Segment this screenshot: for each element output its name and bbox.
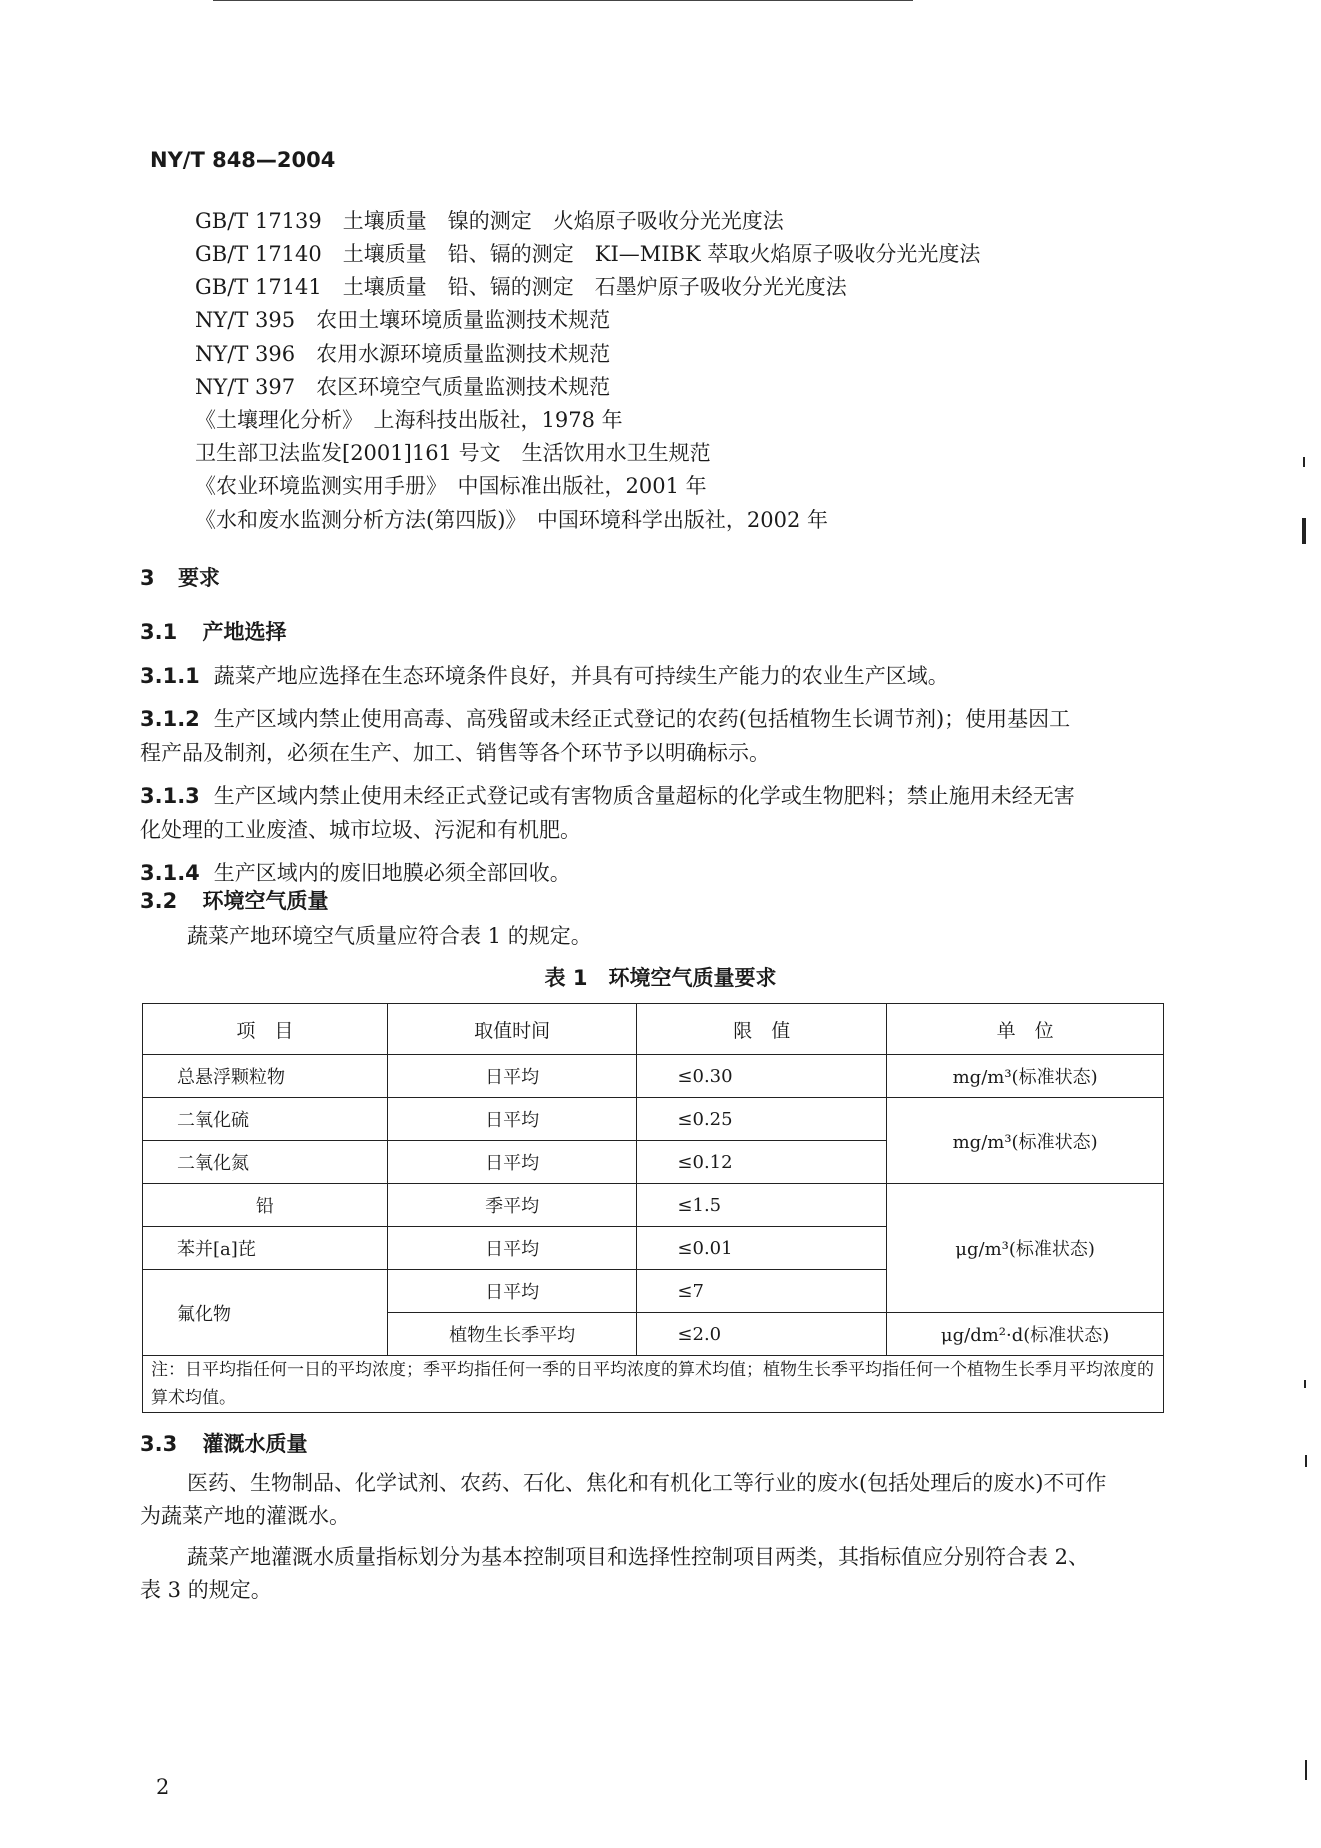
clause-3-1-4 xyxy=(140,857,571,887)
section-title: 要求 xyxy=(177,566,220,590)
scan-mark xyxy=(1304,1380,1306,1388)
table-row xyxy=(143,1055,1164,1098)
cell-unit: μg/m³(标准状态) xyxy=(887,1184,1164,1313)
cell-time: 日平均 xyxy=(387,1227,637,1270)
reference-item: GB/T 17141 土壤质量 铅、镉的测定 石墨炉原子吸收分光光度法 xyxy=(195,275,847,299)
reference-item: NY/T 395 农田土壤环境质量监测技术规范 xyxy=(195,308,611,332)
table-row xyxy=(143,1098,1164,1141)
section-3-heading xyxy=(140,562,220,592)
cell-limit: ≤0.25 xyxy=(637,1098,887,1141)
reference-item: 卫生部卫法监发[2001]161 号文 生活饮用水卫生规范 xyxy=(195,441,711,465)
cell-time: 日平均 xyxy=(387,1270,637,1313)
cell-time: 日平均 xyxy=(387,1141,637,1184)
cell-limit: ≤1.5 xyxy=(637,1184,887,1227)
clause-3-1-2-cont: 程产品及制剂，必须在生产、加工、销售等各个环节予以明确标示。 xyxy=(140,741,770,765)
table-1-caption: 表 1 环境空气质量要求 xyxy=(544,966,777,990)
header-item: 项 目 xyxy=(143,1004,388,1055)
cell-unit: μg/dm²·d(标准状态) xyxy=(887,1313,1164,1356)
table-header-row xyxy=(143,1004,1164,1055)
cell-limit: ≤2.0 xyxy=(637,1313,887,1356)
section-title: 产地选择 xyxy=(202,620,287,644)
section-number: 3 xyxy=(140,566,155,590)
cell-item: 二氧化氮 xyxy=(143,1141,388,1184)
cell-time: 日平均 xyxy=(387,1098,637,1141)
scan-mark xyxy=(1305,1760,1307,1780)
cell-item: 二氧化硫 xyxy=(143,1098,388,1141)
clause-text: 生产区域内禁止使用未经正式登记或有害物质含量超标的化学或生物肥料；禁止施用未经无害 xyxy=(213,784,1075,808)
section-number: 3.1 xyxy=(140,620,178,644)
section-3-3-heading xyxy=(140,1428,308,1458)
cell-unit: mg/m³(标准状态) xyxy=(887,1098,1164,1184)
section-3-2-heading xyxy=(140,885,329,915)
clause-number: 3.1.3 xyxy=(140,784,200,808)
reference-item: 《水和废水监测分析方法(第四版)》 中国环境科学出版社，2002 年 xyxy=(195,508,829,532)
clause-3-1-2 xyxy=(140,703,1070,733)
cell-limit: ≤7 xyxy=(637,1270,887,1313)
doc-number-header: NY/T 848—2004 xyxy=(150,148,336,172)
section-3-3-para-2: 蔬菜产地灌溉水质量指标划分为基本控制项目和选择性控制项目两类，其指标值应分别符合表 2、 xyxy=(187,1545,1090,1569)
cell-limit: ≤0.01 xyxy=(637,1227,887,1270)
clause-number: 3.1.4 xyxy=(140,861,200,885)
cell-item: 苯并[a]芘 xyxy=(143,1227,388,1270)
top-rule xyxy=(213,0,913,1)
page-number: 2 xyxy=(156,1775,170,1799)
cell-time: 季平均 xyxy=(387,1184,637,1227)
scan-mark xyxy=(1303,457,1305,467)
clause-3-1-3 xyxy=(140,780,1075,810)
section-number: 3.2 xyxy=(140,889,178,913)
reference-item: GB/T 17140 土壤质量 铅、镉的测定 KI—MIBK 萃取火焰原子吸收分光光度法 xyxy=(195,242,981,266)
reference-item: NY/T 397 农区环境空气质量监测技术规范 xyxy=(195,375,611,399)
cell-item: 总悬浮颗粒物 xyxy=(143,1055,388,1098)
table-row xyxy=(143,1184,1164,1227)
clause-text: 蔬菜产地应选择在生态环境条件良好，并具有可持续生产能力的农业生产区域。 xyxy=(213,664,949,688)
scan-mark xyxy=(1305,1455,1307,1467)
table-note-row xyxy=(143,1356,1164,1413)
cell-item: 氟化物 xyxy=(143,1270,388,1356)
clause-text: 生产区域内的废旧地膜必须全部回收。 xyxy=(213,861,571,885)
section-3-3-para-2-cont: 表 3 的规定。 xyxy=(140,1578,272,1602)
section-3-2-intro: 蔬菜产地环境空气质量应符合表 1 的规定。 xyxy=(187,924,592,948)
section-title: 灌溉水质量 xyxy=(202,1432,308,1456)
section-3-1-heading xyxy=(140,616,287,646)
cell-limit: ≤0.12 xyxy=(637,1141,887,1184)
section-3-3-para-1-cont: 为蔬菜产地的灌溉水。 xyxy=(140,1504,350,1528)
air-quality-table xyxy=(142,1003,1164,1413)
cell-item: 铅 xyxy=(143,1184,388,1227)
header-time: 取值时间 xyxy=(387,1004,637,1055)
clause-3-1-1 xyxy=(140,660,949,690)
section-title: 环境空气质量 xyxy=(202,889,329,913)
table-note: 注：日平均指任何一日的平均浓度；季平均指任何一季的日平均浓度的算术均值；植物生长季平均指任何一个植物生长季月平均浓度的算术均值。 xyxy=(143,1356,1164,1413)
reference-item: 《农业环境监测实用手册》 中国标准出版社，2001 年 xyxy=(195,474,707,498)
header-unit: 单 位 xyxy=(887,1004,1164,1055)
section-number: 3.3 xyxy=(140,1432,178,1456)
clause-3-1-3-cont: 化处理的工业废渣、城市垃圾、污泥和有机肥。 xyxy=(140,818,581,842)
header-limit: 限 值 xyxy=(637,1004,887,1055)
cell-limit: ≤0.30 xyxy=(637,1055,887,1098)
clause-number: 3.1.1 xyxy=(140,664,200,688)
scan-mark xyxy=(1302,518,1306,544)
cell-unit: mg/m³(标准状态) xyxy=(887,1055,1164,1098)
reference-item: GB/T 17139 土壤质量 镍的测定 火焰原子吸收分光光度法 xyxy=(195,209,784,233)
reference-item: NY/T 396 农用水源环境质量监测技术规范 xyxy=(195,342,611,366)
clause-text: 生产区域内禁止使用高毒、高残留或未经正式登记的农药(包括植物生长调节剂)；使用基因工 xyxy=(213,707,1071,731)
clause-number: 3.1.2 xyxy=(140,707,200,731)
cell-time: 日平均 xyxy=(387,1055,637,1098)
section-3-3-para-1: 医药、生物制品、化学试剂、农药、石化、焦化和有机化工等行业的废水(包括处理后的废水)不可作 xyxy=(187,1471,1107,1495)
cell-time: 植物生长季平均 xyxy=(387,1313,637,1356)
reference-item: 《土壤理化分析》 上海科技出版社，1978 年 xyxy=(195,408,623,432)
